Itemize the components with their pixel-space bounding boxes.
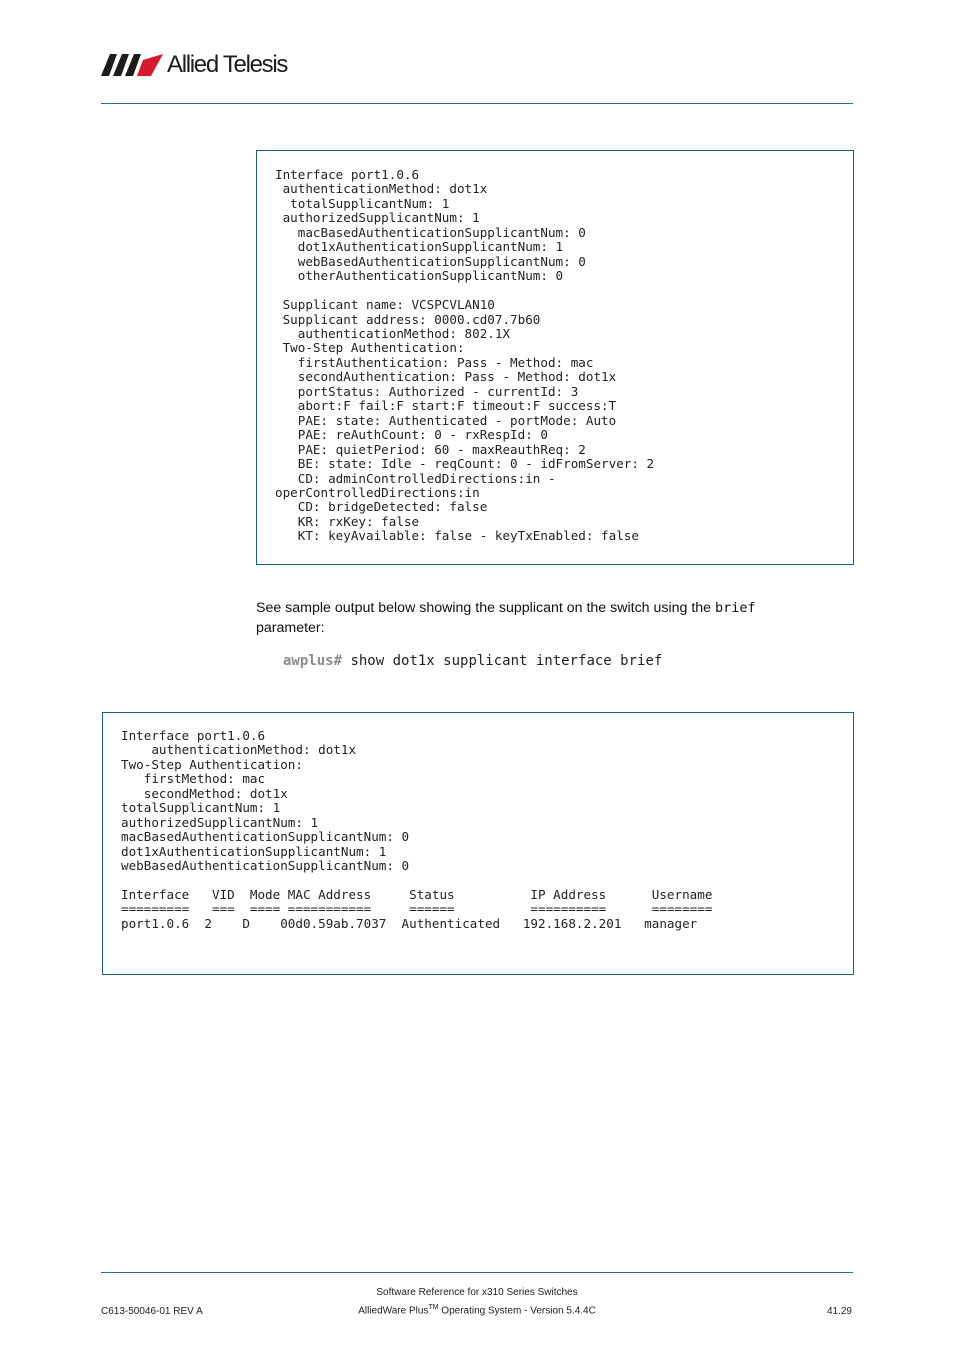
footer-product: AlliedWare Plus xyxy=(358,1305,429,1317)
code-block-full-output xyxy=(256,150,854,565)
code-block-full-output-text: Interface port1.0.6 authenticationMethod: dot1x totalSupplicantNum: 1 authorizedSupplicantNum: 1 macBasedAuthenticationSupplicantNum: 0 dot1xAuthenticationSupplicantNum: 1 webBasedAuthenticationSupplicantNum: 0 otherAuthenticationSupplicantNum: 0 Supplicant name: VCSPCVLAN10 Supplicant address: 0000.cd07.7b60 authenticationMethod: 802.1X Two-Step Authentication: firstAuthentication: Pass - Method: mac secondAuthentication: Pass - Method: dot1x portStatus: Authorized - currentId: 3 abort:F fail:F start:F timeout:F success:T PAE: state: Authenticated - portMode: Auto PAE: reAuthCount: 0 - rxRespId: 0 PAE: quietPeriod: 60 - maxReauthReq: 2 BE: state: Idle - reqCount: 0 - idFromServer: 2 CD: adminControlledDirections:in - operControlledDirections:in CD: bridgeDetected: false KR: rxKey: false KT: keyAvailable: false - keyTxEnabled: false xyxy=(275,167,655,544)
header-divider xyxy=(101,103,853,104)
paragraph-text-continued: parameter: xyxy=(256,620,325,636)
command-prompt: awplus# xyxy=(283,653,343,669)
command-text: show dot1x supplicant interface brief xyxy=(342,653,663,669)
description-paragraph xyxy=(256,598,846,638)
inline-code-brief: brief xyxy=(715,600,756,616)
allied-telesis-logo xyxy=(101,50,287,80)
code-block-brief-output xyxy=(102,712,854,975)
code-block-brief-output-text: Interface port1.0.6 authenticationMethod: dot1x Two-Step Authentication: firstMethod: mac secondMethod: dot1x totalSupplicantNum: 1 authorizedSupplicantNum: 1 macBasedAuthenticationSupplicantNum: 0 dot1xAuthenticationSupplicantNum: 1 webBasedAuthenticationSupplicantNum: 0 Interface VID Mode MAC Address Status IP Address Username ========= === ==== =========== ====== ========== ======== port1.0.6 2 D 00d0.59ab.7037 Authenticated 192.168.2.201 manager xyxy=(121,728,713,931)
footer-page-number: 41.29 xyxy=(826,1306,852,1317)
paragraph-text: See sample output below showing the supplicant on the switch using the xyxy=(256,600,716,616)
footer-trademark: TM xyxy=(428,1304,439,1311)
allied-telesis-logo-icon xyxy=(101,54,163,76)
footer-doc-id: C613-50046-01 REV A xyxy=(101,1306,203,1317)
footer-version: Operating System - Version 5.4.4C xyxy=(438,1305,596,1317)
footer-divider xyxy=(101,1272,853,1273)
footer-title: Software Reference for x310 Series Switches xyxy=(376,1287,578,1298)
command-example xyxy=(283,652,662,670)
logo-text: Allied Telesis xyxy=(167,51,288,78)
